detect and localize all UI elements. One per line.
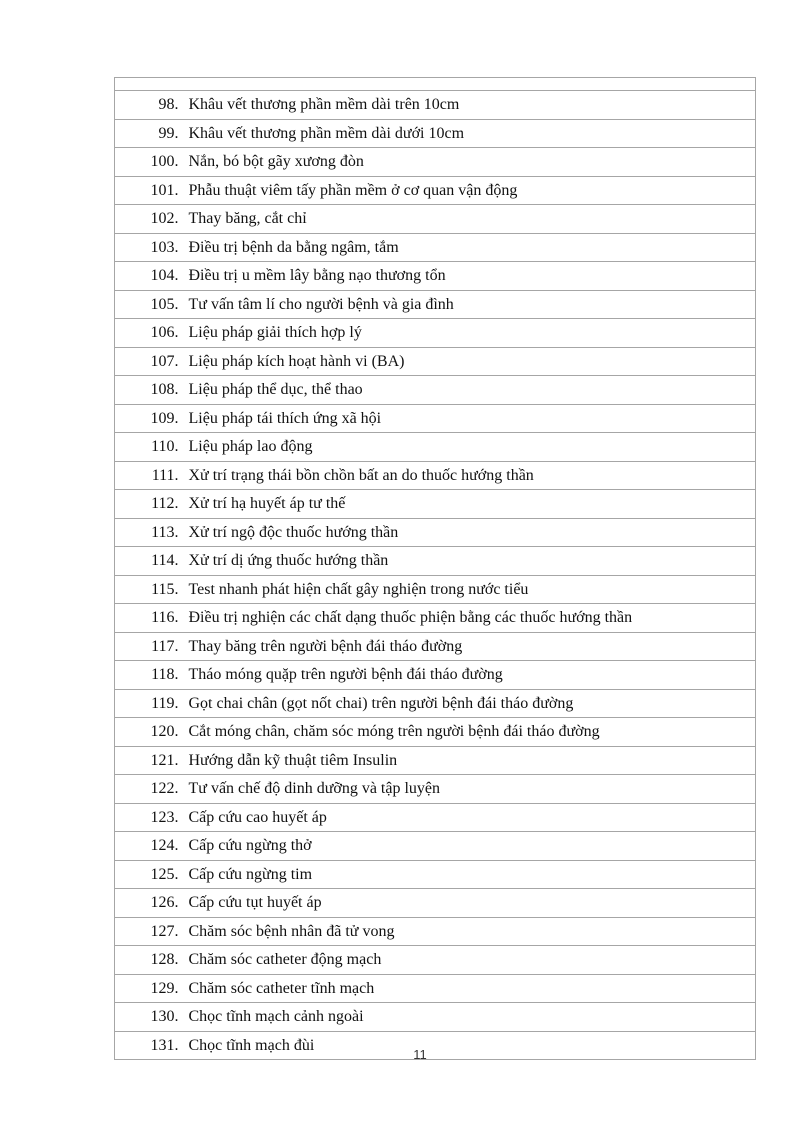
procedure-number: 115. [115, 575, 187, 604]
procedure-number: 118. [115, 661, 187, 690]
procedure-number: 114. [115, 547, 187, 576]
procedure-name: Điều trị u mềm lây bằng nạo thương tổn [187, 262, 756, 291]
table-row [115, 233, 756, 262]
procedure-name: Xử trí hạ huyết áp tư thế [187, 490, 756, 519]
procedure-number: 125. [115, 860, 187, 889]
procedure-number: 105. [115, 290, 187, 319]
table-row [115, 290, 756, 319]
procedure-name: Phẫu thuật viêm tấy phần mềm ở cơ quan vận động [187, 176, 756, 205]
table-row [115, 974, 756, 1003]
table-row [115, 775, 756, 804]
table-row [115, 176, 756, 205]
procedure-name: Liệu pháp kích hoạt hành vi (BA) [187, 347, 756, 376]
procedure-name: Cấp cứu tụt huyết áp [187, 889, 756, 918]
procedure-name: Liệu pháp tái thích ứng xã hội [187, 404, 756, 433]
procedure-name: Nắn, bó bột gãy xương đòn [187, 148, 756, 177]
table-row [115, 604, 756, 633]
blank-cell [187, 78, 756, 91]
procedure-table [114, 77, 756, 1060]
procedure-number: 127. [115, 917, 187, 946]
procedure-name: Test nhanh phát hiện chất gây nghiện trong nước tiểu [187, 575, 756, 604]
procedure-number: 116. [115, 604, 187, 633]
table-row [115, 718, 756, 747]
table-row [115, 404, 756, 433]
procedure-name: Khâu vết thương phần mềm dài trên 10cm [187, 91, 756, 120]
table-row [115, 433, 756, 462]
procedure-name: Liệu pháp lao động [187, 433, 756, 462]
procedure-name: Liệu pháp giải thích hợp lý [187, 319, 756, 348]
procedure-name: Chăm sóc catheter động mạch [187, 946, 756, 975]
procedure-table-body [115, 78, 756, 1060]
procedure-name: Xử trí dị ứng thuốc hướng thần [187, 547, 756, 576]
procedure-name: Chăm sóc bệnh nhân đã tử vong [187, 917, 756, 946]
procedure-name: Cấp cứu cao huyết áp [187, 803, 756, 832]
procedure-name: Chọc tĩnh mạch đùi [187, 1031, 756, 1060]
procedure-number: 113. [115, 518, 187, 547]
procedure-number: 117. [115, 632, 187, 661]
table-row [115, 860, 756, 889]
procedure-number: 124. [115, 832, 187, 861]
table-row [115, 205, 756, 234]
table-row [115, 490, 756, 519]
table-row [115, 461, 756, 490]
table-row [115, 518, 756, 547]
procedure-number: 126. [115, 889, 187, 918]
procedure-name: Hướng dẫn kỹ thuật tiêm Insulin [187, 746, 756, 775]
table-row [115, 262, 756, 291]
procedure-name: Tháo móng quặp trên người bệnh đái tháo đường [187, 661, 756, 690]
procedure-name: Liệu pháp thể dục, thể thao [187, 376, 756, 405]
table-row [115, 1003, 756, 1032]
procedure-name: Thay băng, cắt chỉ [187, 205, 756, 234]
procedure-number: 101. [115, 176, 187, 205]
procedure-number: 109. [115, 404, 187, 433]
table-row [115, 547, 756, 576]
procedure-number: 103. [115, 233, 187, 262]
procedure-name: Cắt móng chân, chăm sóc móng trên người bệnh đái tháo đường [187, 718, 756, 747]
procedure-number: 111. [115, 461, 187, 490]
procedure-name: Điều trị nghiện các chất dạng thuốc phiện bằng các thuốc hướng thần [187, 604, 756, 633]
procedure-number: 107. [115, 347, 187, 376]
procedure-name: Điều trị bệnh da bằng ngâm, tắm [187, 233, 756, 262]
procedure-number: 99. [115, 119, 187, 148]
procedure-number: 104. [115, 262, 187, 291]
procedure-number: 120. [115, 718, 187, 747]
procedure-number: 128. [115, 946, 187, 975]
page-number: 11 [413, 1047, 427, 1062]
table-row [115, 319, 756, 348]
table-row [115, 91, 756, 120]
table-row [115, 946, 756, 975]
procedure-number: 129. [115, 974, 187, 1003]
procedure-number: 130. [115, 1003, 187, 1032]
procedure-name: Chọc tĩnh mạch cảnh ngoài [187, 1003, 756, 1032]
procedure-number: 106. [115, 319, 187, 348]
table-row [115, 917, 756, 946]
procedure-number: 100. [115, 148, 187, 177]
procedure-number: 110. [115, 433, 187, 462]
procedure-number: 98. [115, 91, 187, 120]
procedure-number: 131. [115, 1031, 187, 1060]
procedure-number: 121. [115, 746, 187, 775]
procedure-number: 112. [115, 490, 187, 519]
table-row [115, 148, 756, 177]
procedure-name: Khâu vết thương phần mềm dài dưới 10cm [187, 119, 756, 148]
table-row [115, 119, 756, 148]
table-row [115, 689, 756, 718]
procedure-number: 119. [115, 689, 187, 718]
procedure-name: Thay băng trên người bệnh đái tháo đường [187, 632, 756, 661]
table-row [115, 632, 756, 661]
procedure-name: Tư vấn tâm lí cho người bệnh và gia đình [187, 290, 756, 319]
procedure-name: Xử trí ngộ độc thuốc hướng thần [187, 518, 756, 547]
table-row [115, 889, 756, 918]
table-row [115, 746, 756, 775]
procedure-name: Tư vấn chế độ dinh dưỡng và tập luyện [187, 775, 756, 804]
table-row [115, 575, 756, 604]
procedure-name: Cấp cứu ngừng tim [187, 860, 756, 889]
table-row [115, 661, 756, 690]
table-row [115, 347, 756, 376]
procedure-number: 102. [115, 205, 187, 234]
table-row [115, 832, 756, 861]
procedure-number: 122. [115, 775, 187, 804]
procedure-number: 123. [115, 803, 187, 832]
table-row [115, 376, 756, 405]
procedure-name: Chăm sóc catheter tĩnh mạch [187, 974, 756, 1003]
procedure-name: Gọt chai chân (gọt nốt chai) trên người bệnh đái tháo đường [187, 689, 756, 718]
blank-cell [115, 78, 187, 91]
procedure-name: Xử trí trạng thái bồn chồn bất an do thuốc hướng thần [187, 461, 756, 490]
table-header-blank-row [115, 78, 756, 91]
table-row [115, 803, 756, 832]
procedure-name: Cấp cứu ngừng thở [187, 832, 756, 861]
procedure-number: 108. [115, 376, 187, 405]
